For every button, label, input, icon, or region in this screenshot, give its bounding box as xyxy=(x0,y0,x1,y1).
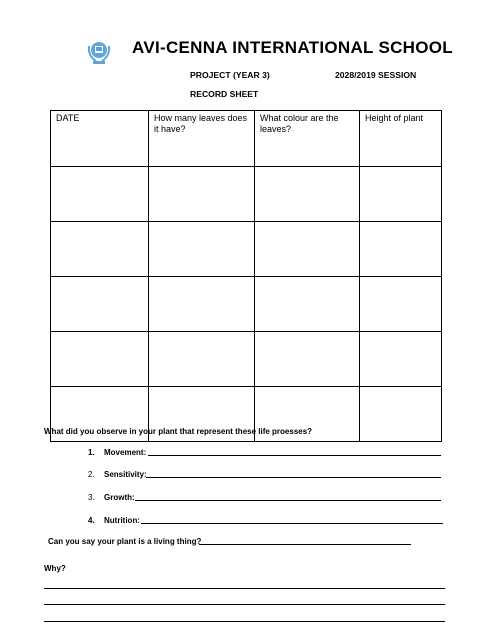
table-cell[interactable] xyxy=(149,332,255,387)
session-label: 2028/2019 SESSION xyxy=(335,70,417,80)
answer-line-growth[interactable] xyxy=(135,500,441,501)
table-cell[interactable] xyxy=(360,167,442,222)
record-table xyxy=(50,110,442,442)
school-name: AVI-CENNA INTERNATIONAL SCHOOL xyxy=(132,38,453,57)
table-cell[interactable] xyxy=(360,277,442,332)
answer-line-why-2[interactable] xyxy=(44,604,445,605)
table-row xyxy=(51,277,442,332)
table-cell[interactable] xyxy=(255,332,360,387)
table-cell[interactable] xyxy=(255,277,360,332)
table-cell[interactable] xyxy=(360,332,442,387)
column-header-height: Height of plant xyxy=(360,111,442,167)
process-item-sensitivity: 2. Sensitivity: xyxy=(88,470,147,479)
table-cell[interactable] xyxy=(51,167,149,222)
table-header-row xyxy=(51,111,442,167)
table-cell[interactable] xyxy=(51,332,149,387)
process-item-movement: 1. Movement: xyxy=(88,448,147,457)
table-row xyxy=(51,332,442,387)
column-header-date: DATE xyxy=(51,111,149,167)
column-header-leaves-colour: What colour are the leaves? xyxy=(255,111,360,167)
table-cell[interactable] xyxy=(360,222,442,277)
school-crest-icon xyxy=(84,36,114,66)
table-cell[interactable] xyxy=(51,277,149,332)
table-cell[interactable] xyxy=(51,222,149,277)
table-cell[interactable] xyxy=(255,167,360,222)
table-row xyxy=(51,222,442,277)
table-cell[interactable] xyxy=(149,277,255,332)
observe-question: What did you observe in your plant that represent these life proesses? xyxy=(44,427,313,436)
living-thing-question: Can you say your plant is a living thing? xyxy=(48,537,202,546)
table-cell[interactable] xyxy=(149,222,255,277)
record-sheet-label: RECORD SHEET xyxy=(190,89,259,99)
process-item-nutrition: 4. Nutrition: xyxy=(88,516,140,525)
answer-line-nutrition[interactable] xyxy=(141,523,443,524)
column-header-leaves-count: How many leaves does it have? xyxy=(149,111,255,167)
answer-line-why-3[interactable] xyxy=(44,621,445,622)
answer-line-living-thing[interactable] xyxy=(199,544,411,545)
answer-line-movement[interactable] xyxy=(148,455,441,456)
process-item-growth: 3. Growth: xyxy=(88,493,135,502)
why-question: Why? xyxy=(44,564,66,573)
project-label: PROJECT (YEAR 3) xyxy=(190,70,270,80)
table-cell[interactable] xyxy=(255,222,360,277)
table-cell[interactable] xyxy=(360,387,442,442)
answer-line-why-1[interactable] xyxy=(44,588,445,589)
table-cell[interactable] xyxy=(149,167,255,222)
answer-line-sensitivity[interactable] xyxy=(146,477,441,478)
table-row xyxy=(51,167,442,222)
